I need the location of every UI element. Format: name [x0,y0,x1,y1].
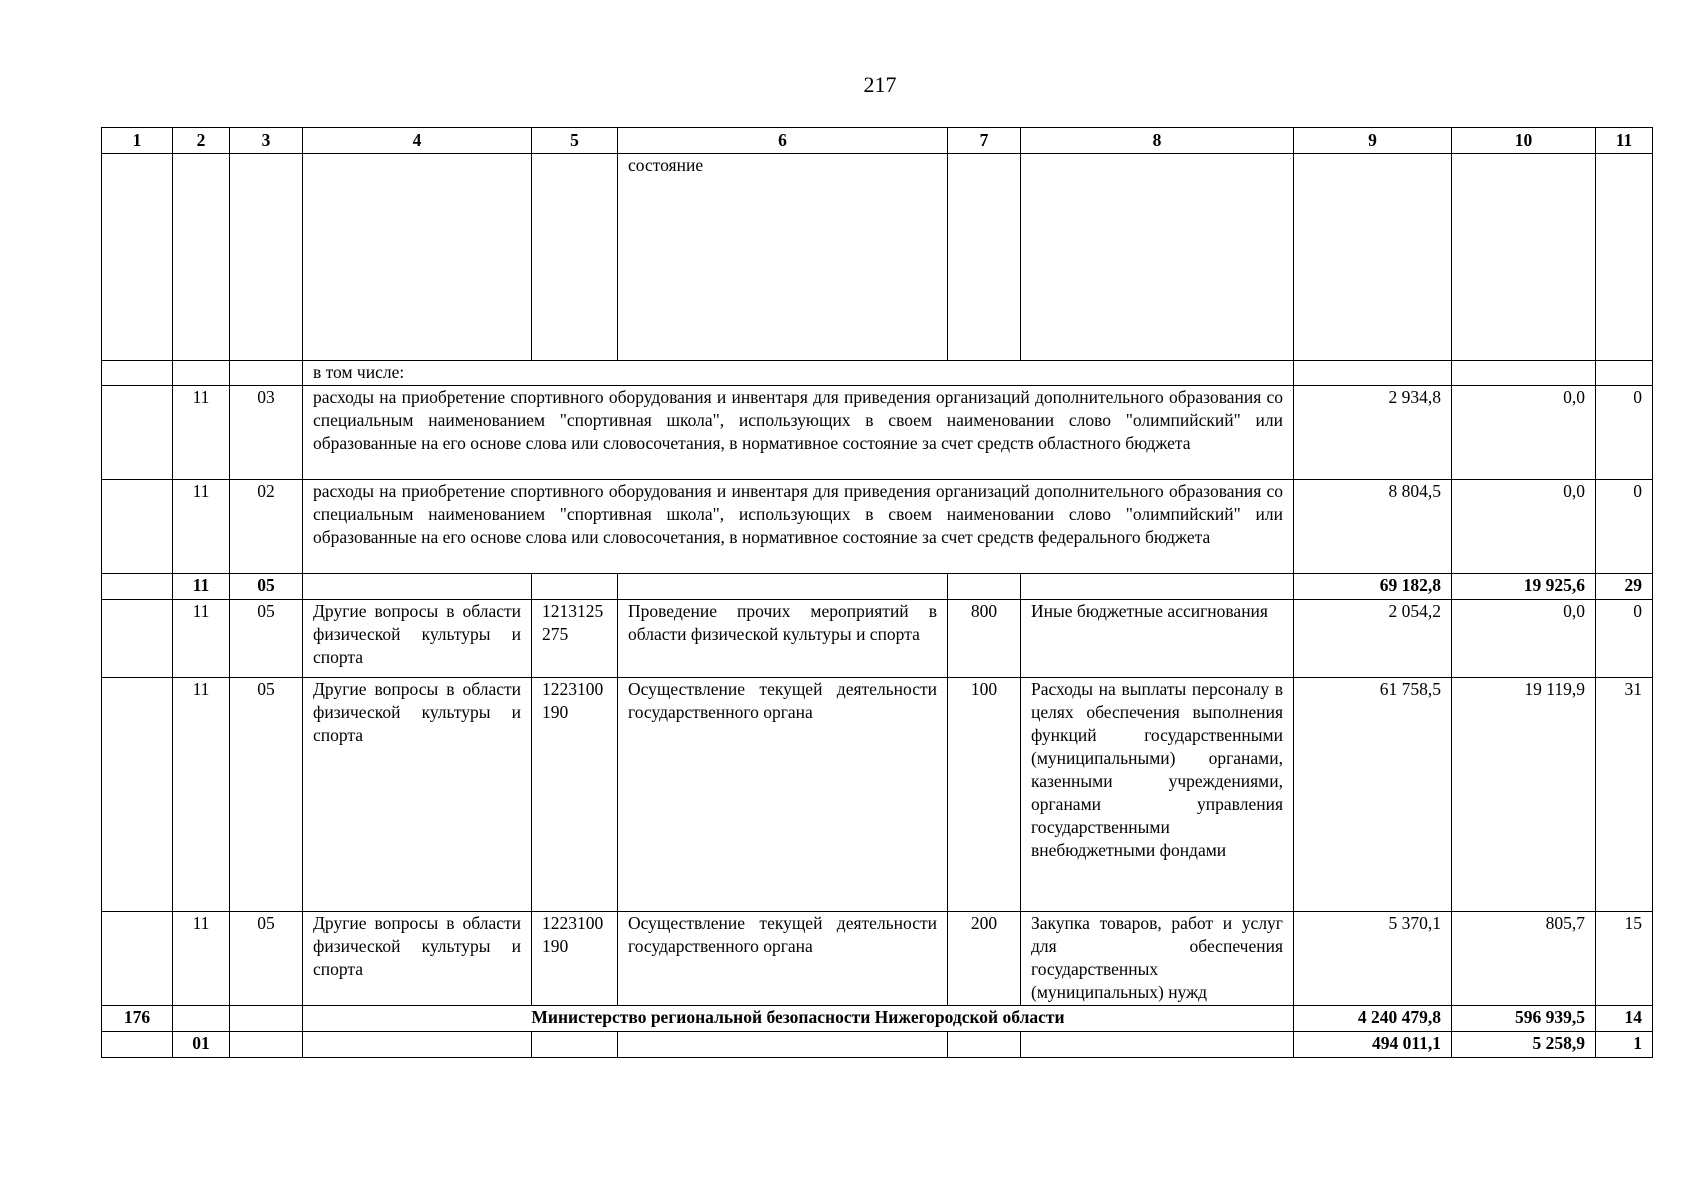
subsection-name: Другие вопросы в области физической культуры и спорта [303,912,532,1006]
amount-col11: 0 [1596,600,1653,678]
activity-cell: состояние [618,154,948,361]
subsection-code: 05 [230,912,303,1006]
expense-type-code: 800 [948,600,1021,678]
subsection-code: 05 [230,574,303,600]
section-code: 11 [173,480,230,574]
amount-col10: 5 258,9 [1452,1032,1596,1058]
subsection-name: Другие вопросы в области физической культуры и спорта [303,600,532,678]
amount-col9: 69 182,8 [1294,574,1452,600]
amount-col9: 8 804,5 [1294,480,1452,574]
amount-col10: 19 925,6 [1452,574,1596,600]
subsection-name: Другие вопросы в области физической культуры и спорта [303,678,532,912]
table-row [102,912,1653,1006]
expense-type-name: Закупка товаров, работ и услуг для обеспечения государственных (муниципальных) нужд [1021,912,1294,1006]
header-cell: 11 [1596,128,1653,154]
amount-col10: 0,0 [1452,386,1596,480]
target-article-code: 1213125275 [532,600,618,678]
subheading-cell: в том числе: [303,361,1294,386]
header-row [102,128,1653,154]
header-cell: 5 [532,128,618,154]
amount-col11: 14 [1596,1006,1653,1032]
header-cell: 10 [1452,128,1596,154]
table-row [102,386,1653,480]
ministry-code: 176 [102,1006,173,1032]
amount-col10: 0,0 [1452,480,1596,574]
target-article-code: 1223100190 [532,678,618,912]
amount-col11: 31 [1596,678,1653,912]
amount-col10: 805,7 [1452,912,1596,1006]
amount-col9: 4 240 479,8 [1294,1006,1452,1032]
amount-col10: 0,0 [1452,600,1596,678]
table-row [102,480,1653,574]
amount-col11: 15 [1596,912,1653,1006]
subsection-code: 05 [230,678,303,912]
header-cell: 6 [618,128,948,154]
section-code: 11 [173,678,230,912]
table-row [102,678,1653,912]
budget-table [101,127,1653,1058]
header-cell: 9 [1294,128,1452,154]
subsection-code: 03 [230,386,303,480]
section-total-row [102,1032,1653,1058]
activity-cell: Проведение прочих мероприятий в области физической культуры и спорта [618,600,948,678]
activity-cell: Осуществление текущей деятельности государственного органа [618,678,948,912]
amount-col11: 0 [1596,386,1653,480]
expense-type-name: Расходы на выплаты персоналу в целях обеспечения выполнения функций государственными (муниципальными) органами, казенными учреждениями, органами управления государственными внебюджетными фондами [1021,678,1294,912]
amount-col10: 19 119,9 [1452,678,1596,912]
expense-type-code: 100 [948,678,1021,912]
page-number: 217 [863,72,897,97]
subsection-code: 05 [230,600,303,678]
expense-type-code: 200 [948,912,1021,1006]
section-code: 01 [173,1032,230,1058]
amount-col9: 2 054,2 [1294,600,1452,678]
subtotal-row [102,574,1653,600]
amount-col11: 29 [1596,574,1653,600]
expense-description: расходы на приобретение спортивного оборудования и инвентаря для приведения организаций дополнительного образования со специальным наименованием "спортивная школа", использующих в своем наименовании слово "олимпийский" или образованные на его основе слова или словосочетания, в нормативное состояние за счет средств федерального бюджета [303,480,1294,574]
subsection-code: 02 [230,480,303,574]
table-row [102,154,1653,361]
amount-col10: 596 939,5 [1452,1006,1596,1032]
header-cell: 8 [1021,128,1294,154]
amount-col11: 0 [1596,480,1653,574]
section-code: 11 [173,574,230,600]
amount-col9: 494 011,1 [1294,1032,1452,1058]
header-cell: 2 [173,128,230,154]
amount-col9: 5 370,1 [1294,912,1452,1006]
amount-col11: 1 [1596,1032,1653,1058]
target-article-code: 1223100190 [532,912,618,1006]
amount-col9: 2 934,8 [1294,386,1452,480]
header-cell: 4 [303,128,532,154]
table-row [102,600,1653,678]
header-cell: 7 [948,128,1021,154]
expense-description: расходы на приобретение спортивного оборудования и инвентаря для приведения организаций дополнительного образования со специальным наименованием "спортивная школа", использующих в своем наименовании слово "олимпийский" или образованные на его основе слова или словосочетания, в нормативное состояние за счет средств областного бюджета [303,386,1294,480]
activity-cell: Осуществление текущей деятельности государственного органа [618,912,948,1006]
section-code: 11 [173,912,230,1006]
ministry-total-row [102,1006,1653,1032]
section-code: 11 [173,600,230,678]
section-code: 11 [173,386,230,480]
expense-type-name: Иные бюджетные ассигнования [1021,600,1294,678]
amount-col9: 61 758,5 [1294,678,1452,912]
ministry-name: Министерство региональной безопасности Нижегородской области [303,1006,1294,1032]
header-cell: 3 [230,128,303,154]
table-row [102,361,1653,386]
header-cell: 1 [102,128,173,154]
